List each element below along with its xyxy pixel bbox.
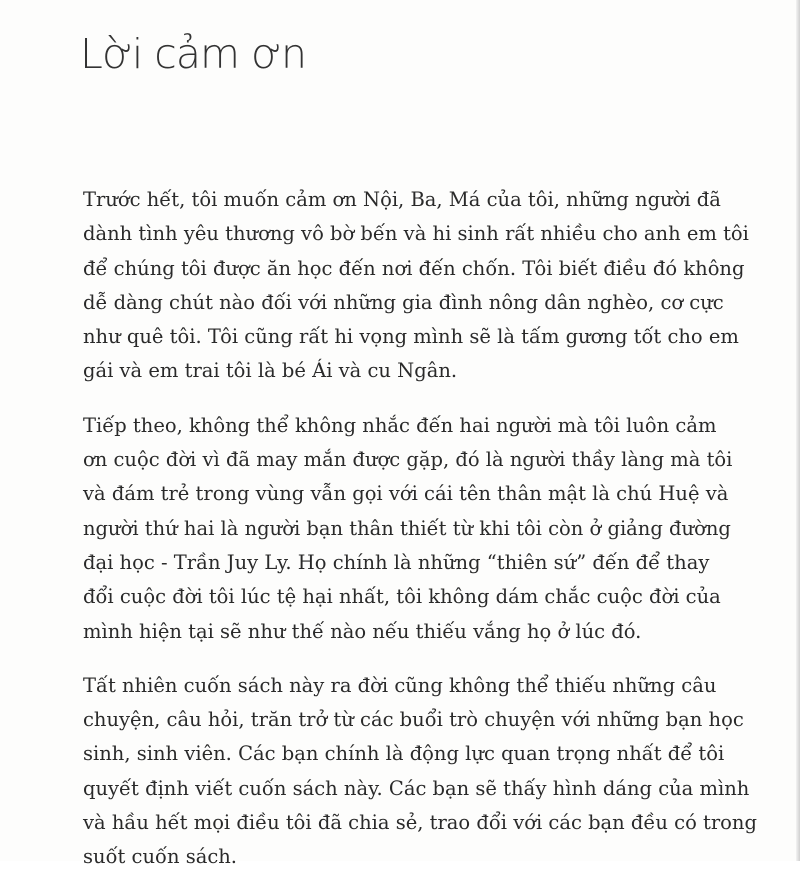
page-edge-shadow [796,0,800,861]
text-line: và hầu hết mọi điều tôi đã chia sẻ, trao đổi với các bạn đều có trong [83,811,757,835]
text-line: sinh, sinh viên. Các bạn chính là động lực quan trọng nhất để tôi [83,742,725,766]
paragraph-3 [83,669,763,875]
text-line: Tiếp theo, không thể không nhắc đến hai người mà tôi luôn cảm [83,413,717,437]
paragraph-2 [83,409,763,649]
text-line: mình hiện tại sẽ như thế nào nếu thiếu vắng họ ở lúc đó. [83,619,642,643]
text-line: dành tình yêu thương vô bờ bến và hi sinh rất nhiều cho anh em tôi [83,222,749,246]
acknowledgement-body [83,183,763,895]
text-line: gái và em trai tôi là bé Ái và cu Ngân. [83,359,458,383]
text-line: như quê tôi. Tôi cũng rất hi vọng mình sẽ là tấm gương tốt cho em [83,325,739,349]
paragraph-1 [83,183,763,389]
text-line: quyết định viết cuốn sách này. Các bạn sẽ thấy hình dáng của mình [83,776,750,800]
text-line: và đám trẻ trong vùng vẫn gọi với cái tên thân mật là chú Huệ và [83,482,729,506]
text-line: đổi cuộc đời tôi lúc tệ hại nhất, tôi không dám chắc cuộc đời của [83,585,721,609]
text-line: suốt cuốn sách. [83,845,238,869]
text-line: Tất nhiên cuốn sách này ra đời cũng không thể thiếu những câu [83,673,717,697]
text-line: dễ dàng chút nào đối với những gia đình nông dân nghèo, cơ cực [83,290,724,314]
text-line: ơn cuộc đời vì đã may mắn được gặp, đó là người thầy làng mà tôi [83,448,733,472]
text-line: người thứ hai là người bạn thân thiết từ khi tôi còn ở giảng đường [83,516,731,540]
text-line: chuyện, câu hỏi, trăn trở từ các buổi trò chuyện với những bạn học [83,708,744,732]
text-line: để chúng tôi được ăn học đến nơi đến chốn. Tôi biết điều đó không [83,256,745,280]
text-line: Trước hết, tôi muốn cảm ơn Nội, Ba, Má của tôi, những người đã [83,188,721,211]
page-title: Lời cảm ơn [80,30,306,78]
text-line: đại học - Trần Juy Ly. Họ chính là những “thiên sứ” đến để thay [83,550,710,574]
